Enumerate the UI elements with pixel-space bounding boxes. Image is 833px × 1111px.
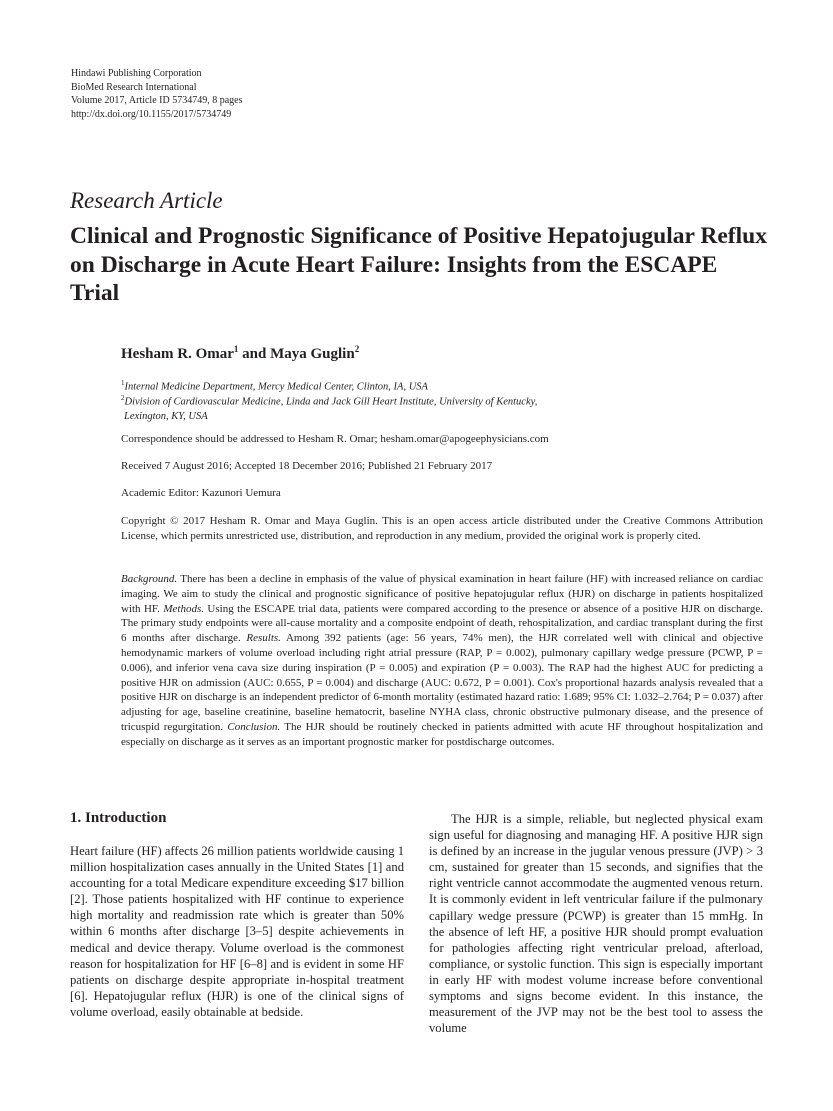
author-name: Hesham R. Omar: [121, 346, 234, 362]
paper-title: Clinical and Prognostic Significance of Positive Hepatojugular Reflux on Discharge in Acute Heart Failure: Insights from the ESCAPE Trial: [70, 223, 767, 306]
abstract-background-label: Background.: [121, 573, 178, 585]
affiliation-2: [121, 391, 537, 425]
abstract-results-text: Among 392 patients (age: 56 years, 74% men), the HJR correlated well with clinical and objective hemodynamic markers of volume overload including right atrial pressure (RAP, P = 0.002), pulmonary capillary wedge pressure (PCWP, P = 0.006), and inferior vena cava size during inspiration (P = 0.005) and expiration (P = 0.003). The RAP had the highest AUC for predicting a positive HJR on admission (AUC: 0.655, P = 0.004) and discharge (AUC: 0.672, P = 0.001). Cox's proportional hazards analysis revealed that a positive HJR on discharge is an independent predictor of 6-month mortality (estimated hazard ratio: 1.689; 95% CI: 1.032–2.764; P = 0.037) after adjusting for age, baseline creatinine, baseline hematocrit, baseline NYHA class, chronic obstructive pulmonary disease, and the presence of tricuspid regurgitation.: [121, 632, 763, 733]
abstract-methods-label: Methods.: [163, 602, 204, 615]
journal-header: [71, 67, 242, 121]
abstract: [121, 572, 763, 750]
abstract-conclusion-text: The HJR should be routinely checked in patients admitted with acute HF throughout hospitalization and especially on discharge as it serves as an important prognostic marker for postdischarge outcomes.: [121, 720, 763, 748]
affiliation-sup: 2: [121, 394, 125, 402]
copyright-notice: Copyright © 2017 Hesham R. Omar and Maya Guglin. This is an open access article distributed under the Creative Commons Attribution License, which permits unrestricted use, distribution, and reproduction in any medium, provided the original work is properly cited.: [121, 515, 763, 542]
journal-name: BioMed Research International: [71, 81, 197, 93]
author-sup: 2: [354, 344, 360, 354]
affiliation-sup: 1: [121, 379, 125, 387]
abstract-results-label: Results.: [246, 632, 281, 645]
section-heading: 1. Introduction: [70, 810, 167, 826]
author-sup: 1: [233, 344, 239, 354]
affiliation-text-cont: Lexington, KY, USA: [124, 411, 208, 422]
correspondence: Correspondence should be addressed to Hesham R. Omar; hesham.omar@apogeephysicians.com: [121, 433, 549, 445]
affiliation-text: Division of Cardiovascular Medicine, Linda and Jack Gill Heart Institute, University of Kentucky,: [124, 396, 538, 408]
article-type: Research Article: [70, 188, 223, 213]
abstract-background-text: There has been a decline in emphasis of the value of physical examination in heart failure (HF) with increased reliance on cardiac imaging. We aim to study the clinical and prognostic significance of positive hepatojugular reflux (HJR) on discharge in patients hospitalized with HF.: [121, 573, 763, 615]
academic-editor: Academic Editor: Kazunori Uemura: [121, 487, 281, 499]
author-list: [121, 344, 359, 363]
author-conjunction: and: [238, 346, 271, 362]
doi-link[interactable]: http://dx.doi.org/10.1155/2017/5734749: [71, 108, 232, 120]
abstract-methods-text: Using the ESCAPE trial data, patients were compared according to the presence or absence of a positive HJR on discharge. The primary study endpoints were all-cause mortality and a composite endpoint of death, rehospitalization, and cardiac transplant during the first 6 months after discharge.: [121, 602, 763, 645]
affiliation-text: Internal Medicine Department, Mercy Medical Center, Clinton, IA, USA: [124, 381, 428, 393]
intro-paragraph-left: Heart failure (HF) affects 26 million patients worldwide causing 1 million hospitalization cases annually in the United States [1] and accounting for a total Medicare expenditure exceeding $17 billion [2]. Those patients hospitalized with HF continue to experience high mortality and readmission rate which is greater than 50% within 6 months after discharge [3–5] despite achievements in medical and device therapy. Volume overload is the commonest reason for hospitalization for HF [6–8] and is evident in some HF patients on discharge despite appropriate in-hospital treatment [6]. Hepatojugular reflux (HJR) is one of the clinical signs of volume overload, easily obtainable at bedside.: [70, 844, 404, 1019]
intro-paragraph-right: The HJR is a simple, reliable, but neglected physical exam sign useful for diagnosing and managing HF. A positive HJR sign is defined by an increase in the jugular venous pressure (JVP) > 3 cm, sustained for greater than 15 seconds, and signifies that the right ventricle cannot accommodate the augmented venous return. It is commonly evident in left ventricular failure if the pulmonary capillary wedge pressure (PCWP) is greater than 15 mmHg. In the absence of left HF, a positive HJR should prompt evaluation for pathologies affecting right ventricular preload, afterload, compliance, or systolic function. This sign is especially important in early HF with modest volume increase before conventional symptoms and signs become evident. In this instance, the measurement of the JVP may not be the best tool to assess the volume: [429, 812, 763, 1036]
volume-info: Volume 2017, Article ID 5734749, 8 pages: [71, 95, 243, 106]
publication-dates: Received 7 August 2016; Accepted 18 December 2016; Published 21 February 2017: [121, 460, 493, 472]
author-name: Maya Guglin: [270, 346, 355, 362]
abstract-conclusion-label: Conclusion.: [227, 720, 281, 733]
publisher: Hindawi Publishing Corporation: [71, 68, 202, 79]
